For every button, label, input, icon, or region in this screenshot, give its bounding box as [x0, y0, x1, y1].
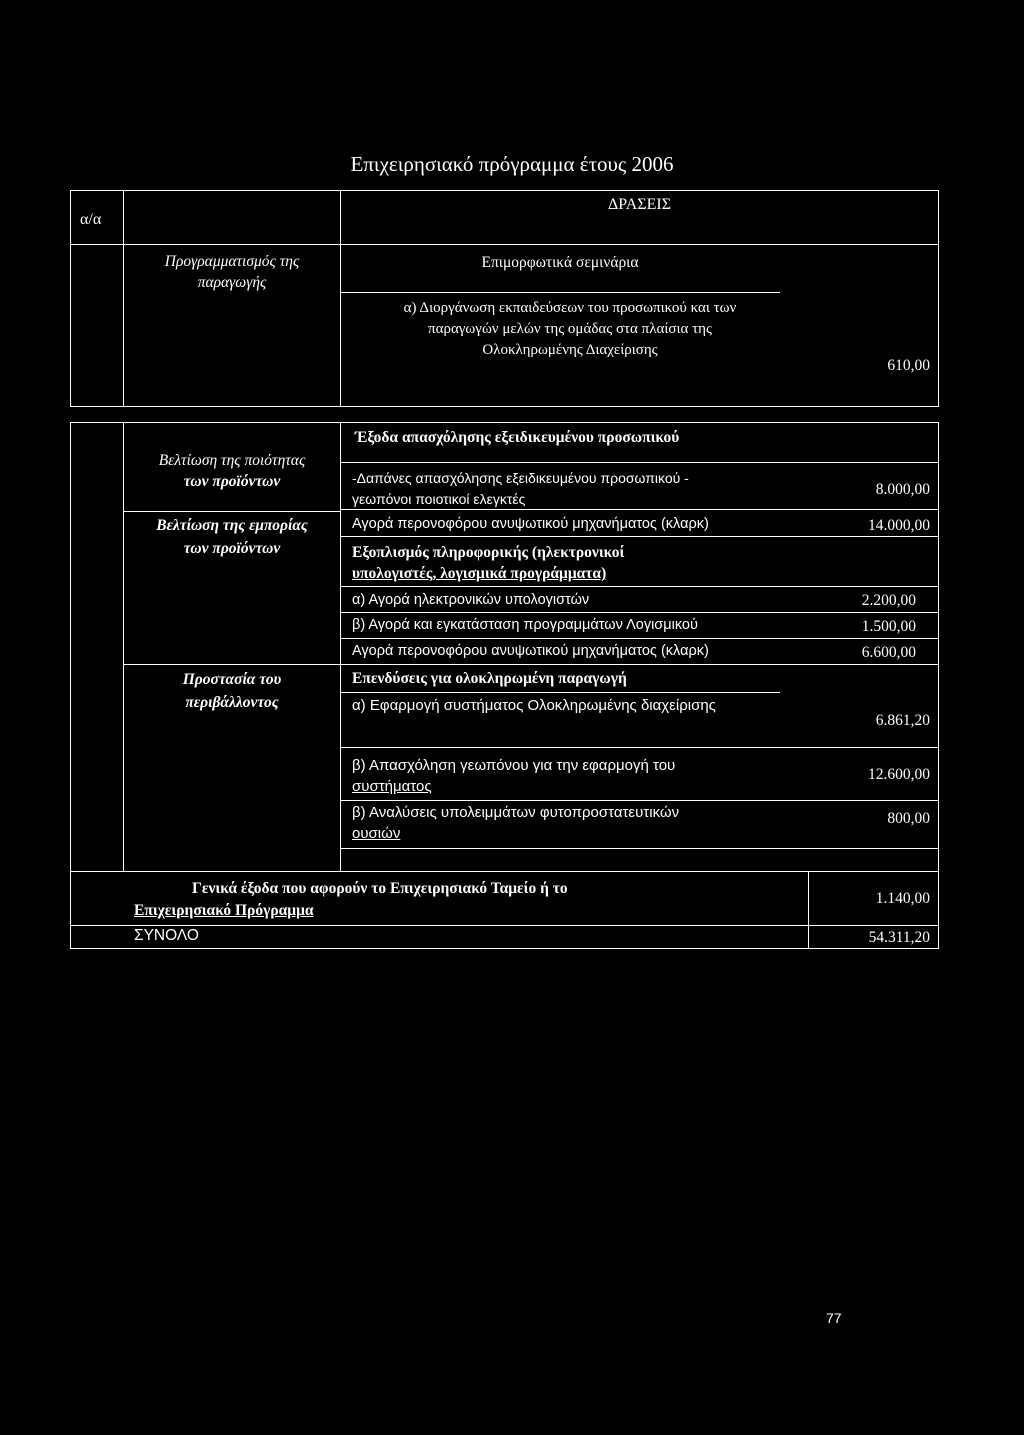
marketing-label-1: Βελτίωση της εμπορίας	[156, 517, 308, 534]
quality-item-2: γεωπόνοι ποιοτικοί ελεγκτές	[352, 491, 526, 507]
planning-item-2: παραγωγών μελών της ομάδας στα πλαίσια της	[428, 321, 712, 337]
quality-label-1: Βελτίωση της ποιότητας	[158, 452, 306, 469]
general-label-2: Επιχειρησιακό Πρόγραμμα	[134, 902, 314, 919]
marketing-forklift-2-amount: 6.600,00	[861, 644, 916, 661]
environment-residues-amount: 800,00	[887, 810, 930, 827]
marketing-computers-amount: 2.200,00	[861, 592, 916, 609]
planning-label-2: παραγωγής	[197, 274, 267, 291]
general-label-1: Γενικά έξοδα που αφορούν το Επιχειρησιακό Ταμείο ή το	[192, 880, 568, 897]
marketing-label-2: των προϊόντων	[183, 540, 281, 557]
marketing-forklift: Αγορά περονοφόρου ανυψωτικού μηχανήματος (κλαρκ)	[352, 516, 709, 532]
marketing-it-heading-2: υπολογιστές, λογισμικά προγράμματα)	[352, 565, 607, 582]
environment-residues-2: ουσιών	[352, 825, 401, 842]
general-amount: 1.140,00	[875, 890, 930, 907]
environment-residues-1: β) Αναλύσεις υπολειμμάτων φυτοπροστατευτικών	[352, 804, 680, 821]
quality-label-2: των προϊόντων	[183, 473, 281, 490]
header-actions: ΔΡΑΣΕΙΣ	[607, 196, 671, 213]
marketing-forklift-2: Αγορά περονοφόρου ανυψωτικού μηχανήματος (κλαρκ)	[352, 643, 709, 659]
planning-heading: Επιμορφωτικά σεμινάρια	[481, 254, 639, 271]
planning-label-1: Προγραμματισμός της	[164, 253, 300, 270]
environment-label-2: περιβάλλοντος	[185, 694, 279, 711]
planning-item-1: α) Διοργάνωση εκπαιδεύσεων του προσωπικού και των	[403, 300, 737, 316]
environment-system: α) Εφαρμογή συστήματος Ολοκληρωμένης διαχείρισης	[352, 697, 716, 714]
page-number: 77	[826, 1310, 842, 1326]
environment-label-1: Προστασία του	[182, 671, 282, 688]
total-label: ΣΥΝΟΛΟ	[134, 927, 199, 944]
marketing-computers: α) Αγορά ηλεκτρονικών υπολογιστών	[352, 592, 590, 608]
environment-agronomist-1: β) Απασχόληση γεωπόνου για την εφαρμογή του	[352, 757, 676, 774]
page-title: Επιχειρησιακό πρόγραμμα έτους 2006	[350, 152, 674, 176]
marketing-software-amount: 1.500,00	[861, 618, 916, 635]
total-amount: 54.311,20	[868, 929, 930, 946]
environment-agronomist-amount: 12.600,00	[868, 766, 930, 783]
marketing-forklift-amount: 14.000,00	[868, 517, 930, 534]
planning-amount: 610,00	[887, 357, 930, 374]
environment-heading: Επενδύσεις για ολοκληρωμένη παραγωγή	[352, 670, 627, 687]
planning-item-3: Ολοκληρωμένης Διαχείρισης	[482, 342, 658, 358]
marketing-it-heading-1: Εξοπλισμός πληροφορικής (ηλεκτρονικοί	[352, 544, 625, 561]
quality-item-1: -Δαπάνες απασχόλησης εξειδικευμένου προσωπικού -	[352, 470, 689, 486]
quality-amount: 8.000,00	[875, 481, 930, 498]
environment-system-amount: 6.861,20	[875, 712, 930, 729]
marketing-software: β) Αγορά και εγκατάσταση προγραμμάτων Λογισμικού	[352, 617, 698, 633]
quality-heading: Έξοδα απασχόλησης εξειδικευμένου προσωπικού	[355, 429, 680, 446]
environment-agronomist-2: συστήματος	[352, 778, 432, 795]
header-aa: α/α	[80, 211, 102, 228]
